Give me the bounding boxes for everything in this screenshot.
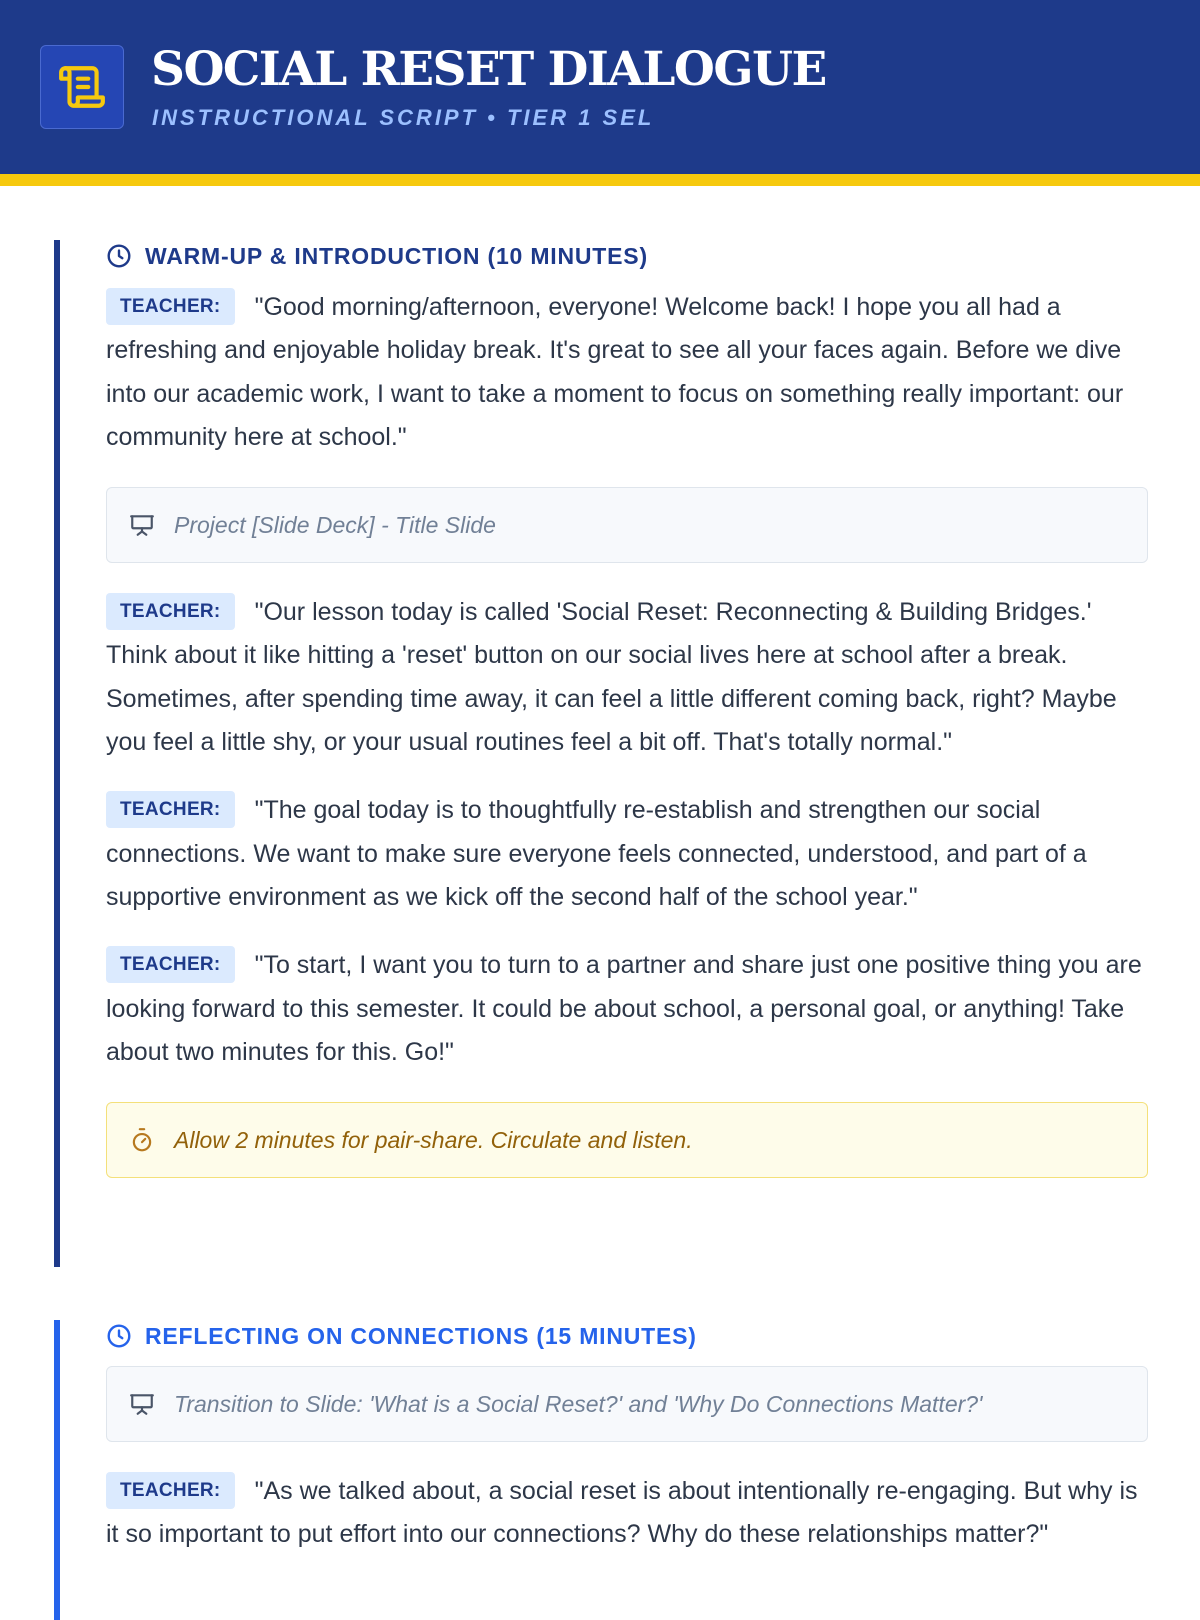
stopwatch-icon [129,1127,155,1153]
slide-note [106,1366,1148,1442]
timer-note-text: Allow 2 minutes for pair-share. Circulate and listen. [174,1126,693,1153]
teacher-line-text: "To start, I want you to turn to a partner and share just one positive thing you are looking forward to this semester. It could be about school, a personal goal, or anything! Take about two minutes for this. Go!" [106,951,1142,1066]
teacher-line [106,789,1148,919]
page-title: SOCIAL RESET DIALOGUE [151,42,826,97]
teacher-line-text: "Good morning/afternoon, everyone! Welcome back! I hope you all had a refreshing and enjoyable holiday break. It's great to see all your faces again. Before we dive into our academic work, I want to take a moment to focus on something really important: our community here at school." [106,293,1124,451]
section-reflecting [54,1320,1148,1620]
teacher-line-text: "The goal today is to thoughtfully re-establish and strengthen our social connections. We want to make sure everyone feels connected, understood, and part of a supportive environment as we kick off the second half of the school year." [106,796,1087,911]
teacher-line-text: "As we talked about, a social reset is about intentionally re-engaging. But why is it so important to put effort into our connections? Why do these relationships matter?" [106,1477,1138,1549]
teacher-line-text: "Our lesson today is called 'Social Reset: Reconnecting & Building Bridges.' Think about it like hitting a 'reset' button on our social lives here at school after a break. Sometimes, after spending time away, it can feel a little different coming back, right? Maybe you feel a little shy, or your usual routines feel a bit off. That's totally normal." [106,598,1117,757]
speaker-badge: TEACHER: [106,1472,235,1509]
section-heading-text: REFLECTING ON CONNECTIONS (15 MINUTES) [145,1322,697,1349]
speaker-badge: TEACHER: [106,593,235,630]
scroll-icon [57,62,107,112]
speaker-badge: TEACHER: [106,946,235,983]
slide-note [106,487,1148,563]
presentation-icon [129,1391,155,1417]
teacher-line [106,591,1148,764]
logo-badge [40,45,124,129]
teacher-line [106,944,1148,1074]
speaker-badge: TEACHER: [106,791,235,828]
timer-note [106,1102,1148,1178]
section-warm-up [54,240,1148,1267]
section-heading-text: WARM-UP & INTRODUCTION (10 MINUTES) [145,242,648,269]
speaker-badge: TEACHER: [106,288,235,325]
section-heading [106,1318,1148,1354]
teacher-line [106,286,1148,459]
clock-icon [106,243,132,269]
clock-icon [106,1323,132,1349]
slide-note-text: Project [Slide Deck] - Title Slide [174,511,496,538]
page-header [0,0,1200,186]
teacher-line [106,1470,1148,1557]
page-subtitle: INSTRUCTIONAL SCRIPT • TIER 1 SEL [152,105,655,130]
presentation-icon [129,512,155,538]
section-heading [106,238,1148,274]
slide-note-text: Transition to Slide: 'What is a Social Reset?' and 'Why Do Connections Matter?' [174,1390,983,1417]
